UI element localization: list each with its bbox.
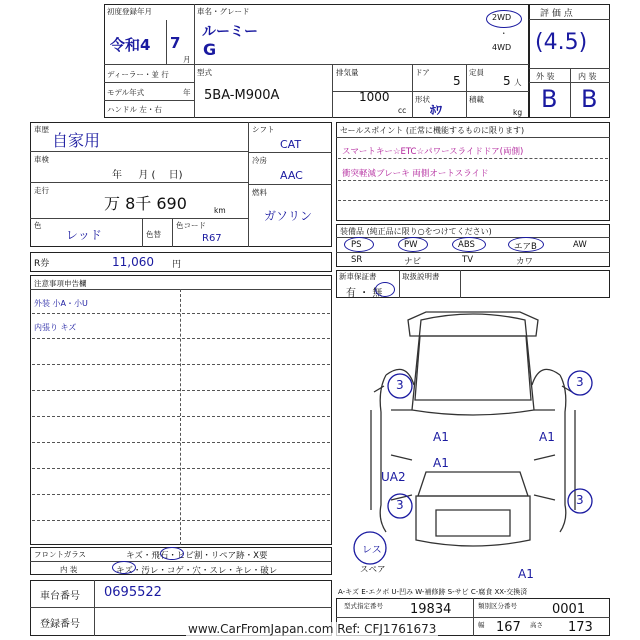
door-label: ドア — [415, 68, 430, 77]
model-desig-label: 型式指定番号 — [344, 602, 383, 610]
mark-left-rear-door: A1 — [433, 456, 449, 470]
reg-month: 7 — [170, 34, 181, 52]
glass-stone-circle — [160, 547, 184, 560]
drive-4wd: 4WD — [492, 43, 512, 52]
car-name: ルーミー — [202, 24, 258, 40]
car-right-side — [560, 375, 566, 532]
equip-abs: ABS — [458, 240, 475, 250]
sales-point-line1: スマートキー☆ETC☆パワースライドドア(両側) — [342, 147, 524, 157]
color-label: 色 — [34, 221, 42, 230]
shape-label: 形状 — [415, 95, 430, 104]
capacity-value: 5 — [503, 74, 511, 88]
car-tailgate — [436, 510, 510, 536]
month-unit: 月 — [183, 55, 191, 64]
width-label: 幅 — [478, 621, 485, 629]
equip-aw: AW — [573, 240, 587, 250]
recycle-label: R券 — [34, 259, 50, 269]
int-grade: B — [581, 85, 598, 113]
shift-label: シフト — [252, 125, 275, 134]
ext-label: 外 装 — [536, 72, 555, 81]
sales-point-title: セールスポイント (正常に機能するものに限ります) — [340, 126, 525, 135]
class-no: 0001 — [552, 602, 586, 617]
glass-value: キズ・飛石・ヒビ割・リペア跡・X要 — [126, 551, 268, 561]
class-label: 車歴 — [34, 125, 49, 134]
color-code: R67 — [202, 233, 222, 244]
shaken-label: 車検 — [34, 155, 49, 164]
class-value: 自家用 — [52, 131, 101, 150]
car-roof-top — [408, 312, 538, 336]
car-rear-bumper — [416, 496, 530, 546]
handle-label: ハンドル 左・右 — [107, 105, 162, 114]
recycle-unit: 円 — [172, 260, 182, 270]
equip-leather: カワ — [516, 257, 534, 267]
spare-label: スペア — [360, 565, 386, 575]
shift-value: CAT — [280, 138, 302, 151]
mileage-value: 万 8千 690 — [104, 194, 187, 213]
capacity-label: 定員 — [469, 68, 484, 77]
car-sills — [371, 410, 575, 510]
color-value: レッド — [66, 228, 102, 242]
warranty-value: 有 ・ 無 — [346, 288, 383, 299]
mark-rr: 3 — [576, 493, 584, 507]
chassis-label: 車台番号 — [40, 591, 80, 602]
int-damage-value: キズ・汚レ・コゲ・穴・スレ・キレ・破レ — [116, 566, 278, 576]
width-value: 167 — [496, 620, 521, 635]
recycle-value: 11,060 — [112, 255, 154, 269]
damage-legend: A-キズ E-エクボ U-凹み W-補修跡 S-サビ C-腐食 XX-交換済 — [338, 588, 528, 596]
equip-navi: ナビ — [404, 257, 422, 267]
manual-label: 取扱説明書 — [402, 272, 440, 281]
mark-left-door: A1 — [433, 430, 449, 444]
equip-tv: TV — [462, 255, 474, 265]
notes-line2: 内張り キズ — [34, 323, 77, 332]
displacement-value: 1000 — [359, 90, 390, 104]
drive-dot: ・ — [500, 29, 508, 38]
int-label: 内 装 — [578, 72, 597, 81]
ac-value: AAC — [280, 169, 303, 182]
shaken-value: 年 月 ( 日) — [112, 170, 183, 181]
mileage-unit: km — [214, 206, 226, 215]
height-label: 高さ — [530, 621, 543, 629]
load-unit: kg — [513, 108, 523, 117]
watermark: www.CarFromJapan.com Ref: CFJ1761673 — [188, 622, 437, 636]
dealer-label: ディーラー・並 行 — [107, 70, 169, 79]
mark-rf: 3 — [576, 375, 584, 389]
capacity-unit: 人 — [514, 78, 522, 87]
displacement-unit: cc — [398, 106, 407, 115]
door-value: 5 — [453, 74, 461, 88]
displacement-label: 排気量 — [336, 68, 359, 77]
fuel-label: 燃料 — [252, 188, 267, 197]
class-no-label: 類別区分番号 — [478, 602, 517, 610]
car-grade: G — [203, 40, 217, 59]
int-damage-label: 内 装 — [60, 565, 78, 574]
equip-pw: PW — [404, 240, 418, 250]
sales-point-line2: 衝突軽減ブレーキ 両側オートスライド — [342, 169, 489, 179]
height-value: 173 — [568, 620, 593, 635]
model-year-label: モデル年式 — [107, 88, 145, 97]
mark-lr: 3 — [396, 498, 404, 512]
int-scratch-circle — [112, 561, 136, 574]
mileage-label: 走行 — [34, 186, 49, 195]
chassis-value: 0695522 — [104, 585, 162, 600]
mark-lf: 3 — [396, 378, 404, 392]
car-rear-window — [418, 472, 528, 496]
mark-rear-bumper: A1 — [518, 567, 534, 581]
car-left-side — [380, 375, 386, 532]
ext-grade: B — [541, 85, 558, 113]
ac-label: 冷房 — [252, 156, 267, 165]
type-value: 5BA-M900A — [204, 88, 280, 103]
type-label: 型式 — [197, 68, 212, 77]
spare-mark: レス — [362, 545, 382, 556]
equipment-title: 装備品 (純正品に限り○をつけてください) — [340, 227, 492, 236]
equip-ps: PS — [351, 240, 362, 250]
shape-value: ﾎﾜ — [430, 103, 443, 117]
score-value: (4.5) — [535, 30, 588, 55]
drive-2wd: 2WD — [492, 13, 512, 22]
car-windshield — [415, 336, 531, 400]
equip-airbag: エアB — [514, 242, 537, 252]
year-unit: 年 — [183, 88, 191, 97]
warranty-none-circle — [375, 282, 395, 297]
reg-date-label: 初度登録年月 — [107, 7, 152, 16]
color-code-label: 色コード — [176, 221, 206, 230]
notes-title: 注意事項申告欄 — [34, 279, 87, 288]
reg-era: 令和4 — [110, 36, 151, 54]
fuel-value: ガソリン — [264, 209, 313, 223]
car-name-label: 車名・グレード — [197, 7, 250, 16]
color-change-label: 色替 — [146, 230, 161, 239]
mark-right-door: A1 — [539, 430, 555, 444]
mark-left-sill: UA2 — [381, 470, 406, 484]
model-desig: 19834 — [410, 602, 452, 617]
glass-label: フロントガラス — [34, 550, 87, 559]
score-label: 評 価 点 — [540, 9, 573, 19]
equip-sr: SR — [351, 255, 363, 265]
load-label: 積載 — [469, 95, 484, 104]
car-side-mirrors — [374, 386, 572, 392]
car-right-door-lines — [534, 410, 555, 500]
car-left-door-lines — [391, 410, 412, 500]
warranty-label: 新車保証書 — [339, 272, 377, 281]
car-right-front-fender — [532, 369, 560, 385]
notes-box — [30, 275, 332, 545]
reg-number-label: 登録番号 — [40, 619, 80, 630]
notes-line1: 外装 小A・小U — [34, 299, 88, 308]
